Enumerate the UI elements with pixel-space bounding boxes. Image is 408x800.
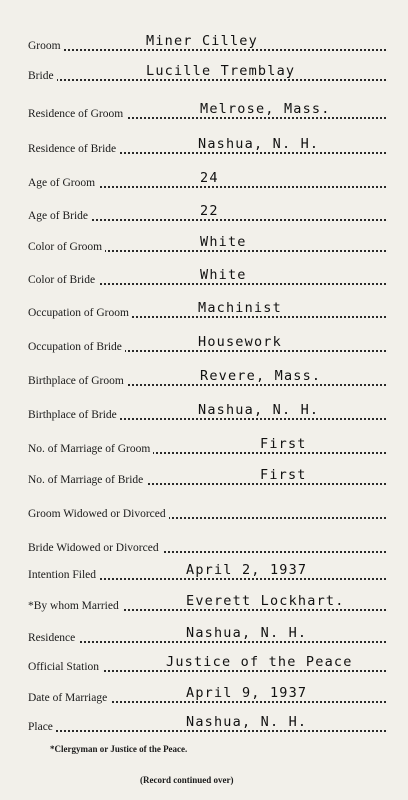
field-groom-widowed-or-divorced (0, 496, 408, 522)
field-label: No. of Marriage of Groom (28, 443, 153, 455)
field-value: 24 (200, 170, 219, 186)
field-bride (0, 58, 408, 84)
field-color-of-bride (0, 262, 408, 288)
field-label: Bride (28, 70, 57, 82)
field-by-whom-married (0, 588, 408, 614)
field-label: Groom Widowed or Divorced (28, 508, 169, 520)
field-value: 22 (200, 203, 219, 219)
field-label: Color of Bride (28, 274, 98, 286)
field-label: Age of Groom (28, 177, 98, 189)
field-age-of-groom (0, 165, 408, 191)
field-value: Nashua, N. H. (198, 402, 320, 418)
field-value: White (200, 267, 247, 283)
field-value: Everett Lockhart. (186, 593, 345, 609)
field-label: Occupation of Bride (28, 341, 125, 353)
field-age-of-bride (0, 198, 408, 224)
field-value: Housework (198, 334, 282, 350)
field-value: Nashua, N. H. (198, 136, 320, 152)
field-label: Color of Groom (28, 241, 105, 253)
field-label: Residence of Bride (28, 143, 119, 155)
field-birthplace-of-bride (0, 397, 408, 423)
field-value: First (260, 436, 307, 452)
field-label: No. of Marriage of Bride (28, 474, 146, 486)
field-label: Groom (28, 40, 64, 52)
field-value: Revere, Mass. (200, 368, 322, 384)
field-value: April 2, 1937 (186, 562, 308, 578)
field-value: Miner Cilley (146, 33, 258, 49)
field-label: Official Station (28, 661, 102, 673)
dotted-line (28, 49, 386, 51)
field-date-of-marriage (0, 680, 408, 706)
field-value: Nashua, N. H. (186, 625, 308, 641)
field-intention-filed (0, 557, 408, 583)
field-bride-widowed-or-divorced (0, 530, 408, 556)
field-label: Birthplace of Bride (28, 409, 120, 421)
field-no-of-marriage-of-groom (0, 431, 408, 457)
field-birthplace-of-groom (0, 363, 408, 389)
field-label: Residence (28, 632, 78, 644)
field-label: Intention Filed (28, 569, 99, 581)
field-residence-of-groom (0, 96, 408, 122)
field-groom (0, 28, 408, 54)
field-label: Date of Marriage (28, 692, 110, 704)
field-value: White (200, 234, 247, 250)
field-label: Birthplace of Groom (28, 375, 127, 387)
field-label: Place (28, 721, 56, 733)
field-occupation-of-bride (0, 329, 408, 355)
field-label: Residence of Groom (28, 108, 126, 120)
dotted-line (28, 730, 386, 732)
footnote: *Clergyman or Justice of the Peace. (50, 744, 188, 754)
dotted-line (28, 79, 386, 81)
field-value: First (260, 467, 307, 483)
field-label: *By whom Married (28, 600, 122, 612)
field-value: Machinist (198, 300, 282, 316)
field-residence-of-bride (0, 131, 408, 157)
field-value: Nashua, N. H. (186, 714, 308, 730)
field-value: Melrose, Mass. (200, 101, 331, 117)
field-no-of-marriage-of-bride (0, 462, 408, 488)
record-continued-note: (Record continued over) (140, 775, 234, 785)
field-value: Justice of the Peace (166, 654, 353, 670)
field-label: Bride Widowed or Divorced (28, 542, 162, 554)
field-place (0, 709, 408, 735)
field-occupation-of-groom (0, 295, 408, 321)
field-value: April 9, 1937 (186, 685, 308, 701)
field-color-of-groom (0, 229, 408, 255)
field-residence (0, 620, 408, 646)
field-official-station (0, 649, 408, 675)
field-value: Lucille Tremblay (146, 63, 296, 79)
dotted-line (28, 641, 386, 643)
field-label: Age of Bride (28, 210, 91, 222)
field-label: Occupation of Groom (28, 307, 132, 319)
